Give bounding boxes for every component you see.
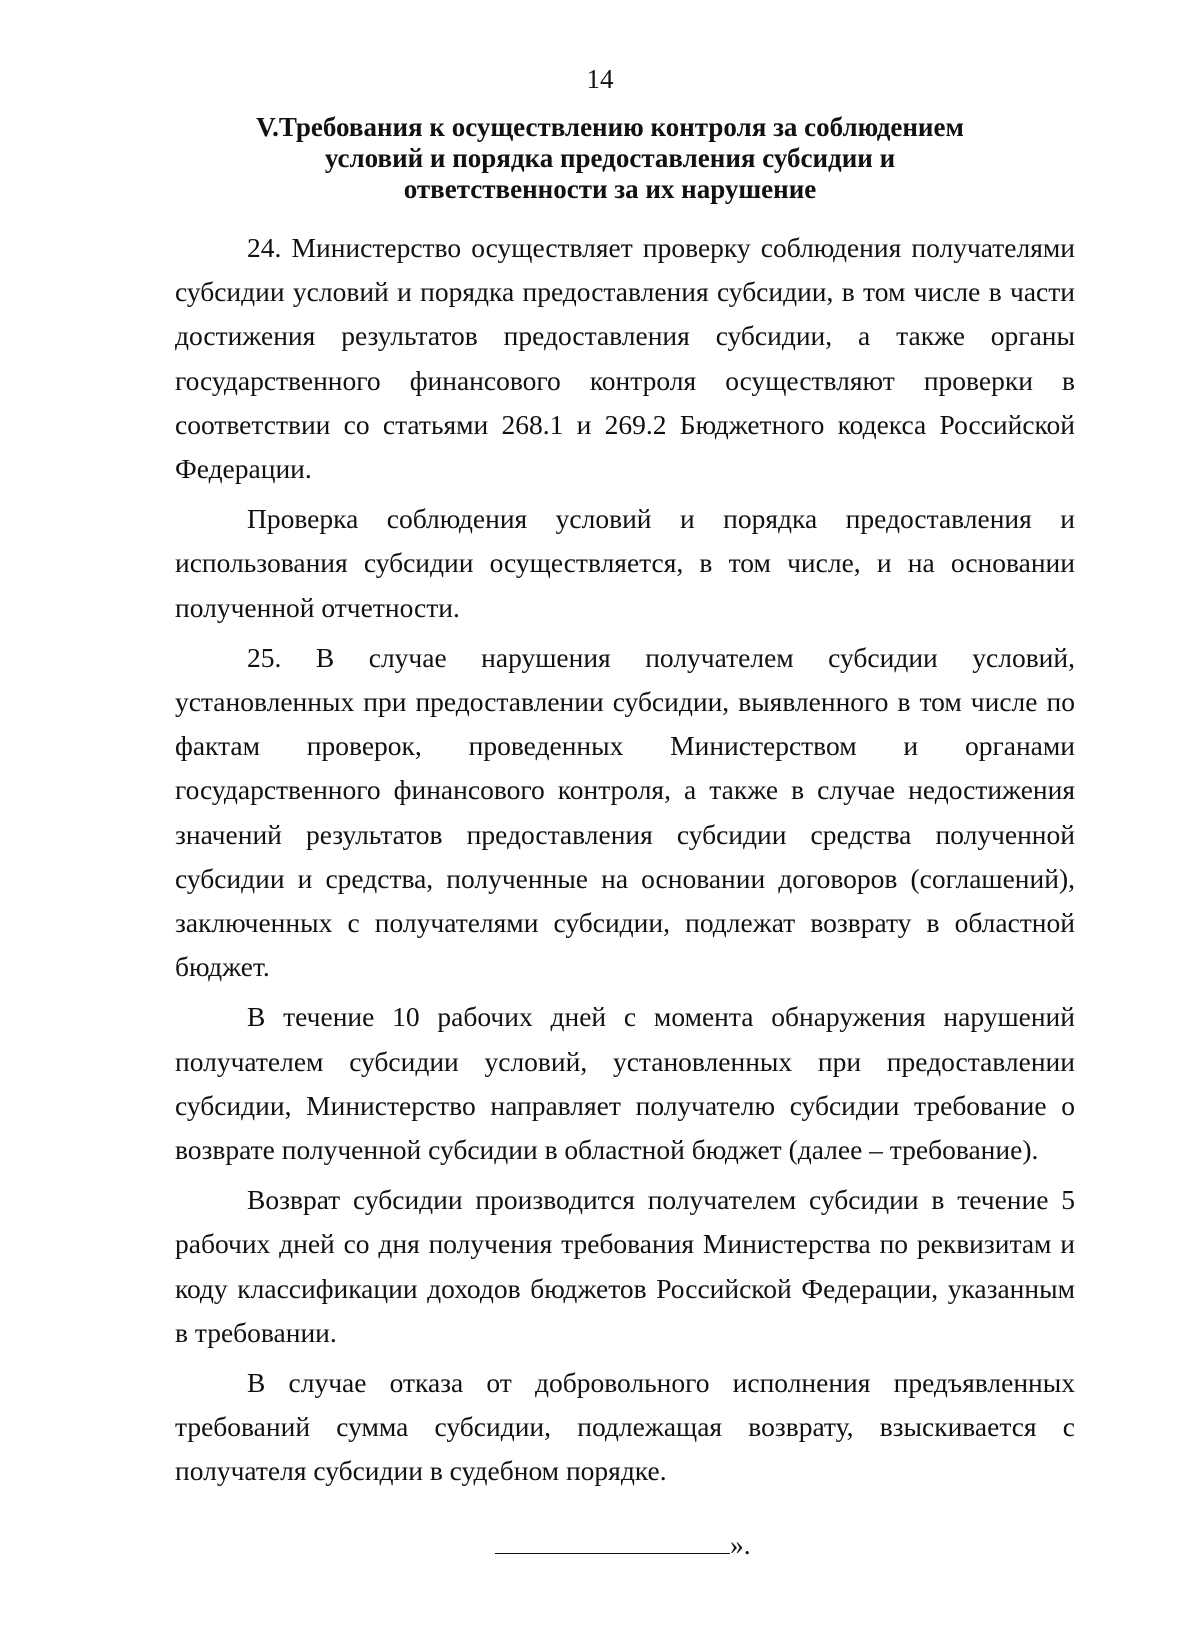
paragraph-24: 24. Министерство осуществляет проверку соблюдения получателями субсидии условий и порядка предоставления субсидии, в том числе в части достижения результатов предоставления субсидии, а также органы государственного финансового контроля осуществляют проверки в соответствии со статьями 268.1 и 269.2 Бюджетного кодекса Российской Федерации.: [175, 232, 1075, 485]
paragraph-verification: Проверка соблюдения условий и порядка предоставления и использования субсидии осуществляется, в том числе, и на основании полученной отчетности.: [175, 503, 1075, 623]
document-body: [175, 226, 1075, 1500]
section-heading-line-1: V.Требования к осуществлению контроля за соблюдением: [256, 112, 964, 142]
paragraph-notification: В течение 10 рабочих дней с момента обнаружения нарушений получателем субсидии условий, установленных при предоставлении субсидии, Министерство направляет получателю субсидии требование о возврате полученной субсидии в областной бюджет (далее – требование).: [175, 1001, 1075, 1166]
paragraph-25: 25. В случае нарушения получателем субсидии условий, установленных при предоставлении субсидии, выявленного в том числе по фактам проверок, проведенных Министерством и органами государственного финансового контроля, а также в случае недостижения значений результатов предоставления субсидии средства полученной субсидии и средства, полученные на основании договоров (соглашений), заключенных с получателями субсидии, подлежат возврату в областной бюджет.: [175, 641, 1075, 983]
page-number: 14: [586, 64, 614, 94]
paragraph-refund: Возврат субсидии производится получателем субсидии в течение 5 рабочих дней со дня получения требования Министерства по реквизитам и коду классификации доходов бюджетов Российской Федерации, указанным в требовании.: [175, 1184, 1075, 1348]
section-heading: [200, 112, 1020, 205]
closing-quote-mark: ».: [730, 1529, 751, 1560]
paragraph-court: В случае отказа от добровольного исполнения предъявленных требований сумма субсидии, подлежащая возврату, взыскивается с получателя субсидии в судебном порядке.: [175, 1367, 1075, 1487]
closing-line: [495, 1528, 751, 1562]
section-heading-line-2: условий и порядка предоставления субсидии и: [324, 143, 896, 173]
closing-underline: [495, 1533, 730, 1554]
section-heading-line-3: ответственности за их нарушение: [403, 174, 817, 204]
